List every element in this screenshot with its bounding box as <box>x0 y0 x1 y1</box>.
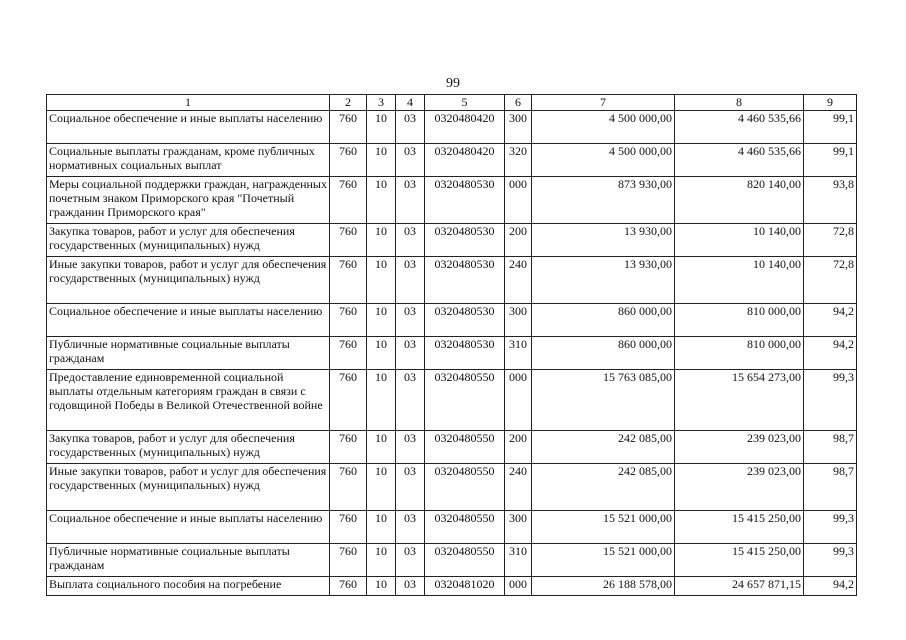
row-code-cell: 0320480550 <box>425 370 505 431</box>
row-execution-percent: 93,8 <box>804 177 857 224</box>
row-code-cell: 760 <box>330 304 367 337</box>
row-code-cell: 320 <box>505 144 532 177</box>
row-code-cell: 760 <box>330 370 367 431</box>
page-number: 99 <box>446 76 460 91</box>
row-code-cell: 0320480420 <box>425 111 505 144</box>
row-code-cell: 000 <box>505 370 532 431</box>
table-row <box>47 370 857 431</box>
row-code-cell: 760 <box>330 257 367 304</box>
row-planned-amount: 4 500 000,00 <box>532 144 675 177</box>
row-code-cell: 760 <box>330 544 367 577</box>
row-code-cell: 0320480530 <box>425 257 505 304</box>
row-code-cell: 10 <box>367 304 396 337</box>
row-executed-amount: 4 460 535,66 <box>675 111 804 144</box>
row-code-cell: 0320480530 <box>425 337 505 370</box>
row-name-cell: Иные закупки товаров, работ и услуг для обеспечения государственных (муниципальных) нужд <box>47 257 330 304</box>
row-executed-amount: 820 140,00 <box>675 177 804 224</box>
row-execution-percent: 72,8 <box>804 224 857 257</box>
row-executed-amount: 810 000,00 <box>675 337 804 370</box>
row-code-cell: 760 <box>330 111 367 144</box>
row-code-cell: 10 <box>367 111 396 144</box>
row-executed-amount: 239 023,00 <box>675 431 804 464</box>
table-row <box>47 257 857 304</box>
row-name-cell: Социальное обеспечение и иные выплаты населению <box>47 111 330 144</box>
row-execution-percent: 98,7 <box>804 464 857 511</box>
row-execution-percent: 99,3 <box>804 544 857 577</box>
row-code-cell: 310 <box>505 544 532 577</box>
row-code-cell: 310 <box>505 337 532 370</box>
header-cell: 1 <box>47 95 330 111</box>
row-code-cell: 0320480530 <box>425 177 505 224</box>
row-code-cell: 0320480550 <box>425 544 505 577</box>
row-executed-amount: 10 140,00 <box>675 224 804 257</box>
header-cell: 2 <box>330 95 367 111</box>
row-code-cell: 760 <box>330 144 367 177</box>
row-code-cell: 0320480530 <box>425 304 505 337</box>
row-execution-percent: 99,1 <box>804 144 857 177</box>
row-code-cell: 240 <box>505 464 532 511</box>
row-executed-amount: 24 657 871,15 <box>675 577 804 596</box>
row-execution-percent: 99,3 <box>804 370 857 431</box>
header-cell: 5 <box>425 95 505 111</box>
row-executed-amount: 15 415 250,00 <box>675 544 804 577</box>
row-code-cell: 10 <box>367 337 396 370</box>
table-row <box>47 577 857 596</box>
row-code-cell: 03 <box>396 111 425 144</box>
header-cell: 9 <box>804 95 857 111</box>
row-code-cell: 03 <box>396 177 425 224</box>
row-code-cell: 10 <box>367 464 396 511</box>
row-code-cell: 0320480550 <box>425 511 505 544</box>
row-execution-percent: 94,2 <box>804 337 857 370</box>
table-body <box>47 95 857 596</box>
row-code-cell: 760 <box>330 464 367 511</box>
row-planned-amount: 13 930,00 <box>532 224 675 257</box>
table-row <box>47 177 857 224</box>
row-name-cell: Предоставление единовременной социальной выплаты отдельным категориям граждан в связи с годовщиной Победы в Великой Отечественной войне <box>47 370 330 431</box>
table-row <box>47 144 857 177</box>
row-code-cell: 760 <box>330 431 367 464</box>
row-executed-amount: 4 460 535,66 <box>675 144 804 177</box>
row-code-cell: 03 <box>396 370 425 431</box>
row-name-cell: Иные закупки товаров, работ и услуг для обеспечения государственных (муниципальных) нужд <box>47 464 330 511</box>
row-code-cell: 10 <box>367 177 396 224</box>
row-executed-amount: 10 140,00 <box>675 257 804 304</box>
header-cell: 3 <box>367 95 396 111</box>
row-planned-amount: 860 000,00 <box>532 304 675 337</box>
row-code-cell: 03 <box>396 224 425 257</box>
table-row <box>47 304 857 337</box>
table-row <box>47 111 857 144</box>
row-code-cell: 240 <box>505 257 532 304</box>
row-code-cell: 760 <box>330 224 367 257</box>
row-code-cell: 03 <box>396 257 425 304</box>
row-code-cell: 03 <box>396 577 425 596</box>
row-code-cell: 0320480550 <box>425 431 505 464</box>
row-planned-amount: 15 521 000,00 <box>532 544 675 577</box>
row-code-cell: 03 <box>396 431 425 464</box>
row-code-cell: 300 <box>505 111 532 144</box>
row-code-cell: 300 <box>505 511 532 544</box>
row-name-cell: Социальные выплаты гражданам, кроме публичных нормативных социальных выплат <box>47 144 330 177</box>
row-code-cell: 760 <box>330 337 367 370</box>
table-row <box>47 224 857 257</box>
row-executed-amount: 15 415 250,00 <box>675 511 804 544</box>
row-planned-amount: 13 930,00 <box>532 257 675 304</box>
row-name-cell: Публичные нормативные социальные выплаты гражданам <box>47 337 330 370</box>
row-code-cell: 03 <box>396 464 425 511</box>
row-planned-amount: 873 930,00 <box>532 177 675 224</box>
row-code-cell: 10 <box>367 431 396 464</box>
row-code-cell: 10 <box>367 257 396 304</box>
row-name-cell: Социальное обеспечение и иные выплаты населению <box>47 511 330 544</box>
row-code-cell: 000 <box>505 577 532 596</box>
row-code-cell: 10 <box>367 511 396 544</box>
table-row <box>47 464 857 511</box>
row-name-cell: Публичные нормативные социальные выплаты гражданам <box>47 544 330 577</box>
row-code-cell: 0320480530 <box>425 224 505 257</box>
row-planned-amount: 242 085,00 <box>532 431 675 464</box>
table-row <box>47 511 857 544</box>
row-code-cell: 03 <box>396 544 425 577</box>
row-code-cell: 200 <box>505 431 532 464</box>
row-code-cell: 760 <box>330 177 367 224</box>
row-code-cell: 0320480550 <box>425 464 505 511</box>
row-planned-amount: 242 085,00 <box>532 464 675 511</box>
row-name-cell: Выплата социального пособия на погребение <box>47 577 330 596</box>
row-executed-amount: 239 023,00 <box>675 464 804 511</box>
row-planned-amount: 26 188 578,00 <box>532 577 675 596</box>
row-planned-amount: 4 500 000,00 <box>532 111 675 144</box>
row-planned-amount: 15 763 085,00 <box>532 370 675 431</box>
row-executed-amount: 810 000,00 <box>675 304 804 337</box>
row-code-cell: 200 <box>505 224 532 257</box>
row-execution-percent: 98,7 <box>804 431 857 464</box>
row-code-cell: 10 <box>367 144 396 177</box>
row-code-cell: 0320481020 <box>425 577 505 596</box>
row-code-cell: 000 <box>505 177 532 224</box>
row-execution-percent: 99,3 <box>804 511 857 544</box>
row-code-cell: 10 <box>367 544 396 577</box>
table-row <box>47 431 857 464</box>
row-name-cell: Меры социальной поддержки граждан, награжденных почетным знаком Приморского края "Почетный гражданин Приморского края" <box>47 177 330 224</box>
row-name-cell: Социальное обеспечение и иные выплаты населению <box>47 304 330 337</box>
row-code-cell: 03 <box>396 511 425 544</box>
row-code-cell: 10 <box>367 577 396 596</box>
header-cell: 8 <box>675 95 804 111</box>
header-cell: 6 <box>505 95 532 111</box>
row-code-cell: 760 <box>330 511 367 544</box>
row-execution-percent: 99,1 <box>804 111 857 144</box>
row-code-cell: 03 <box>396 304 425 337</box>
row-planned-amount: 860 000,00 <box>532 337 675 370</box>
row-code-cell: 0320480420 <box>425 144 505 177</box>
table-row <box>47 337 857 370</box>
row-code-cell: 760 <box>330 577 367 596</box>
budget-table <box>46 94 857 596</box>
row-code-cell: 03 <box>396 144 425 177</box>
row-executed-amount: 15 654 273,00 <box>675 370 804 431</box>
header-cell: 7 <box>532 95 675 111</box>
header-cell: 4 <box>396 95 425 111</box>
row-code-cell: 10 <box>367 224 396 257</box>
table-row <box>47 544 857 577</box>
row-name-cell: Закупка товаров, работ и услуг для обеспечения государственных (муниципальных) нужд <box>47 224 330 257</box>
row-code-cell: 10 <box>367 370 396 431</box>
row-execution-percent: 94,2 <box>804 304 857 337</box>
row-execution-percent: 94,2 <box>804 577 857 596</box>
row-code-cell: 03 <box>396 337 425 370</box>
row-planned-amount: 15 521 000,00 <box>532 511 675 544</box>
row-execution-percent: 72,8 <box>804 257 857 304</box>
row-code-cell: 300 <box>505 304 532 337</box>
header-row <box>47 95 857 111</box>
row-name-cell: Закупка товаров, работ и услуг для обеспечения государственных (муниципальных) нужд <box>47 431 330 464</box>
